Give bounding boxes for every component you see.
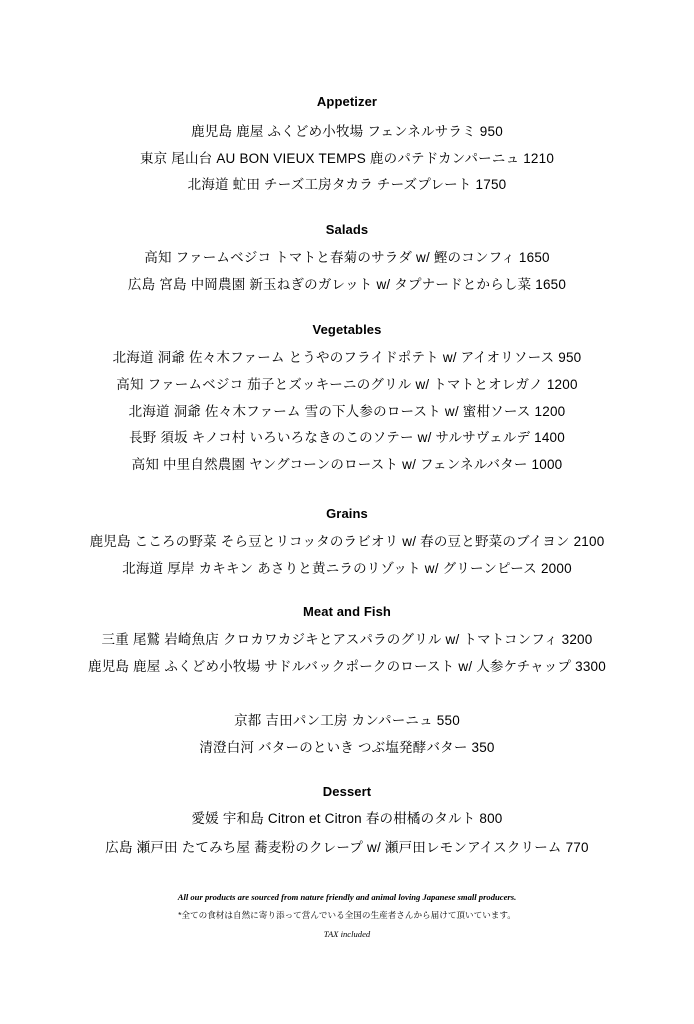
menu-item: 広島 宮島 中岡農園 新玉ねぎのガレット w/ タプナードとからし菜 1650 [127, 277, 567, 292]
section-heading-dessert: Dessert [322, 784, 372, 799]
menu-item: 長野 須坂 キノコ村 いろいろなきのこのソテー w/ サルサヴェルデ 1400 [129, 430, 565, 445]
section-heading-grains: Grains [326, 506, 368, 521]
menu-item: 愛媛 宇和島 Citron et Citron 春の柑橘のタルト 800 [191, 811, 503, 826]
menu-item: 三重 尾鷲 岩崎魚店 クロカワカジキとアスパラのグリル w/ トマトコンフィ 3200 [101, 632, 593, 647]
section-heading-meat-and-fish: Meat and Fish [303, 604, 391, 619]
footer-tax-note: TAX included [323, 929, 371, 939]
menu-item: 京都 吉田パン工房 カンパーニュ 550 [234, 713, 460, 728]
menu-item: 鹿児島 鹿屋 ふくどめ小牧場 フェンネルサラミ 950 [191, 124, 503, 139]
section-heading-vegetables: Vegetables [312, 322, 382, 337]
menu-item: 高知 ファームベジコ トマトと春菊のサラダ w/ 鰹のコンフィ 1650 [144, 250, 550, 265]
menu-item: 東京 尾山台 AU BON VIEUX TEMPS 鹿のパテドカンパーニュ 1210 [139, 151, 555, 166]
section-heading-salads: Salads [325, 222, 369, 237]
menu-item: 北海道 洞爺 佐々木ファーム 雪の下人参のロースト w/ 蜜柑ソース 1200 [128, 404, 566, 419]
menu-item: 北海道 虻田 チーズ工房タカラ チーズプレート 1750 [187, 177, 507, 192]
footer-sourcing-note-english: All our products are sourced from nature friendly and animal loving Japanese small producers. [177, 892, 517, 902]
menu-item: 北海道 洞爺 佐々木ファーム とうやのフライドポテト w/ アイオリソース 950 [112, 350, 582, 365]
menu-item: 高知 ファームベジコ 茄子とズッキーニのグリル w/ トマトとオレガノ 1200 [116, 377, 578, 392]
menu-item: 高知 中里自然農園 ヤングコーンのロースト w/ フェンネルバター 1000 [131, 457, 563, 472]
footer-sourcing-note-japanese: *全ての食材は自然に寄り添って営んでいる全国の生産者さんから届けて頂いています。 [178, 910, 516, 920]
menu-item: 清澄白河 バターのといき つぶ塩発酵バター 350 [199, 740, 495, 755]
menu-item: 鹿児島 鹿屋 ふくどめ小牧場 サドルバックポークのロースト w/ 人参ケチャップ 3300 [88, 659, 606, 674]
menu-item: 北海道 厚岸 カキキン あさりと黄ニラのリゾット w/ グリーンピース 2000 [122, 561, 572, 576]
section-heading-appetizer: Appetizer [316, 94, 378, 109]
menu-item: 鹿児島 こころの野菜 そら豆とリコッタのラビオリ w/ 春の豆と野菜のブイヨン 2100 [89, 534, 605, 549]
menu-item: 広島 瀬戸田 たてみち屋 蕎麦粉のクレープ w/ 瀬戸田レモンアイスクリーム 770 [105, 840, 589, 855]
